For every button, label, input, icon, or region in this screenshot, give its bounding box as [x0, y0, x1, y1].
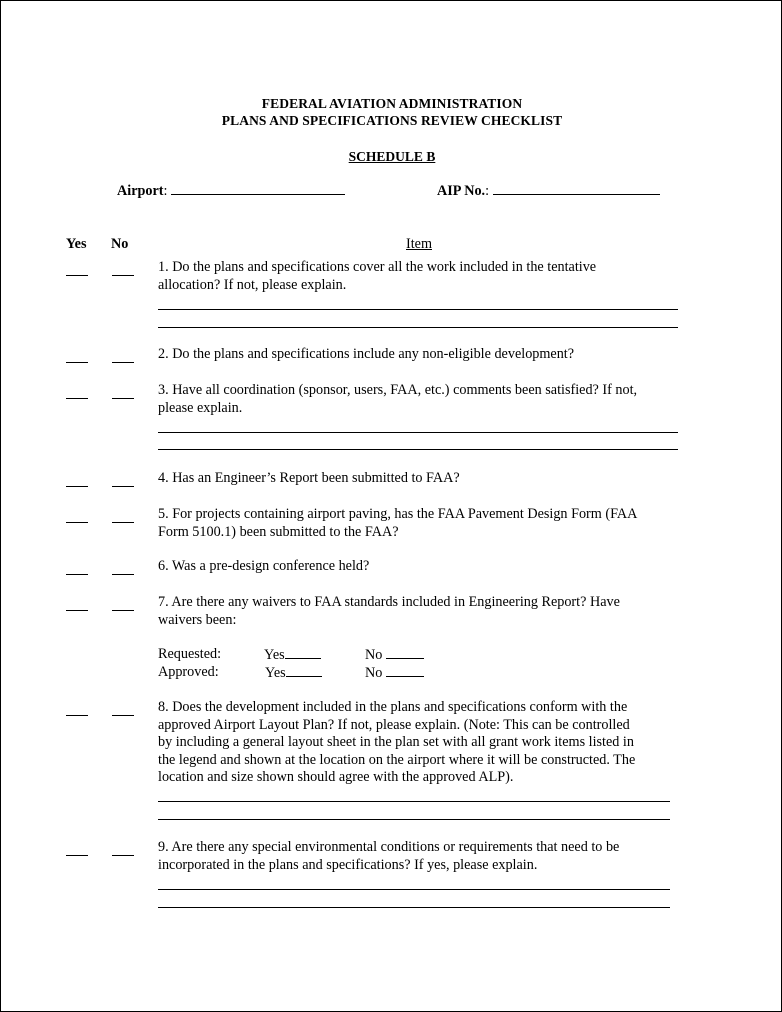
q2-no-blank[interactable]: [112, 362, 134, 363]
q8-answer-line-2[interactable]: [158, 819, 670, 820]
waiver-requested-no: No: [365, 646, 424, 664]
q9-answer-line-2[interactable]: [158, 907, 670, 908]
waiver-approved-no-blank[interactable]: [386, 664, 424, 677]
question-2: 2. Do the plans and specifications include any non-eligible development?: [158, 346, 575, 362]
question-7: 7. Are there any waivers to FAA standards included in Engineering Report? Have waivers been:: [158, 594, 620, 628]
waiver-approved-yes-blank[interactable]: [286, 664, 322, 677]
aip-field: AIP No.:: [437, 182, 660, 200]
q6-yes-blank[interactable]: [66, 574, 88, 575]
waiver-approved-yes: Yes: [265, 664, 322, 682]
waiver-approved-no: No: [365, 664, 424, 682]
q5-no-blank[interactable]: [112, 522, 134, 523]
q8-no-blank[interactable]: [112, 715, 134, 716]
question-5: 5. For projects containing airport paving, has the FAA Pavement Design Form (FAA Form 5100.1) been submitted to the FAA?: [158, 506, 638, 540]
schedule-title: SCHEDULE B: [348, 149, 436, 164]
question-9: 9. Are there any special environmental conditions or requirements that need to be incorporated in the plans and specifications? If yes, please explain.: [158, 839, 620, 873]
agency-title: FEDERAL AVIATION ADMINISTRATION: [261, 96, 523, 111]
yes-column-header: Yes: [66, 236, 87, 252]
waiver-requested-no-blank[interactable]: [386, 646, 424, 659]
q4-no-blank[interactable]: [112, 486, 134, 487]
waiver-approved-label: Approved:: [158, 664, 219, 680]
q8-yes-blank[interactable]: [66, 715, 88, 716]
question-3: 3. Have all coordination (sponsor, users, FAA, etc.) comments been satisfied? If not, please explain.: [158, 382, 638, 416]
q2-yes-blank[interactable]: [66, 362, 88, 363]
q7-yes-blank[interactable]: [66, 610, 88, 611]
no-column-header: No: [111, 236, 129, 252]
q3-answer-line-2[interactable]: [158, 449, 678, 450]
q3-answer-line-1[interactable]: [158, 432, 678, 433]
q5-yes-blank[interactable]: [66, 522, 88, 523]
q1-yes-blank[interactable]: [66, 275, 88, 276]
aip-label: AIP No.: [437, 183, 486, 199]
q7-no-blank[interactable]: [112, 610, 134, 611]
waiver-requested-yes-blank[interactable]: [285, 646, 321, 659]
q9-no-blank[interactable]: [112, 855, 134, 856]
airport-input-line[interactable]: [171, 182, 345, 195]
q6-no-blank[interactable]: [112, 574, 134, 575]
airport-field: Airport:: [117, 182, 345, 200]
checklist-title: PLANS AND SPECIFICATIONS REVIEW CHECKLIST: [221, 113, 563, 128]
aip-input-line[interactable]: [493, 182, 660, 195]
question-1: 1. Do the plans and specifications cover all the work included in the tentative allocation? If not, please explain.: [158, 259, 597, 293]
question-6: 6. Was a pre-design conference held?: [158, 558, 370, 574]
q3-yes-blank[interactable]: [66, 398, 88, 399]
q1-answer-line-2[interactable]: [158, 327, 678, 328]
waiver-requested-label: Requested:: [158, 646, 222, 662]
q9-answer-line-1[interactable]: [158, 889, 670, 890]
question-4: 4. Has an Engineer’s Report been submitted to FAA?: [158, 470, 460, 486]
q1-answer-line-1[interactable]: [158, 309, 678, 310]
q4-yes-blank[interactable]: [66, 486, 88, 487]
question-8: 8. Does the development included in the plans and specifications conform with the approved Airport Layout Plan? If not, please explain. (Note: This can be controlled by including a general layout sheet in the plan set with all grant work items listed in the legend and shown at the location on the airport where it will be constructed. The location and size shown should agree with the approved ALP).: [158, 699, 636, 785]
q1-no-blank[interactable]: [112, 275, 134, 276]
q9-yes-blank[interactable]: [66, 855, 88, 856]
airport-label: Airport: [117, 183, 164, 199]
item-column-header: Item: [406, 236, 432, 252]
q8-answer-line-1[interactable]: [158, 801, 670, 802]
waiver-requested-yes: Yes: [264, 646, 321, 664]
q3-no-blank[interactable]: [112, 398, 134, 399]
